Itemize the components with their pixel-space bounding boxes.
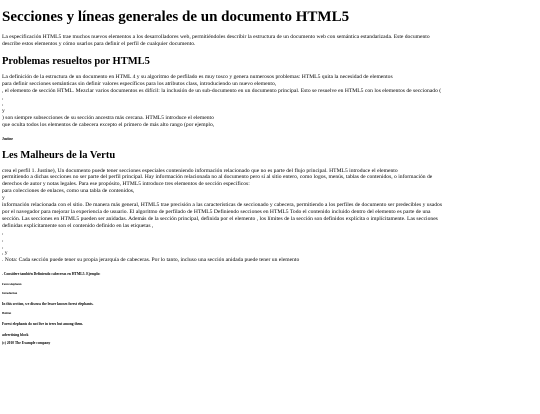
body-line: , (2, 243, 4, 250)
small-heading-justine: Justine (2, 137, 13, 142)
body-line: ) son siempre subsecciones de su sección ancestra más cercana. HTML5 introduce el elemento (2, 115, 214, 122)
page-title: Secciones y líneas generales de un documento HTML5 (2, 9, 350, 25)
body-line: para definir secciones semánticas sin definir valores específicos para los atributos class, introduciendo un nuevo elemento, (2, 80, 277, 87)
example-item: Forest elephants (2, 282, 22, 286)
section-malheurs-body (2, 168, 538, 265)
intro-line: describe estos elementos y cómo usarlos para definir el perfil de cualquier documento. (2, 40, 196, 47)
body-line: sección. Las secciones en HTML5 pueden ser anidadas. Además de la sección principal, definida por el elemento , los límites de la sección son definidos explícita o implícitamente. Las secciones (2, 215, 438, 222)
body-line: , (2, 236, 4, 243)
body-line: crea el perfil 1. Justine), Un documento puede tener secciones especiales conteniendo información relacionado que no es parte del flujo principal. HTML5 introduce el elemento (2, 167, 398, 174)
example-item: Introduction (2, 292, 18, 296)
body-line: por el navegador para mejorar la experiencia de usuario. El algoritmo de perfilado de HTML5 Definiendo secciones en HTML5 Todo el contenido incluido dentro del elemento es parte de una (2, 209, 431, 215)
body-line: para colecciones de enlaces, como una tabla de contenidos, (2, 188, 135, 195)
example-item: Habitat (2, 312, 12, 316)
example-item: Forest elephants do not live in trees but among them. (2, 322, 84, 327)
body-line: , el elemento de sección HTML. Mezclar varios documentos es difícil: la inclusión de un sub-documento en un documento principal. Esto se resuelve en HTML5 con los elementos de seccionado ( (2, 87, 442, 94)
example-item: In this section, we discuss the lesser known forest elephants. (2, 301, 94, 306)
body-line: . Nota: Cada sección puede tener su propia jerarquía de cabeceras. Por lo tanto, incluso una sección anidada puede tener un elemento (2, 257, 300, 264)
body-line: y (2, 108, 5, 115)
body-line: información relacionada con el sitio. De manera más general, HTML5 trae precisión a las características de seccionado y cabecera, permitiendo a los perfiles de documento ser predecibles y usados (2, 202, 443, 209)
body-line: La definición de la estructura de un documento en HTML 4 y su algoritmo de perfilado es muy tosco y genera numerosos problemas: HTML5 quita la necesidad de elementos (2, 73, 393, 80)
body-line: , (2, 229, 4, 236)
body-line: derechos de autor y notas legales. Para ese propósito, HTML5 introduce tres elementos de sección específicos: (2, 181, 250, 188)
section-heading-malheurs: Les Malheurs de la Vertu (2, 149, 116, 161)
document-page (0, 9, 540, 346)
body-line: , (2, 101, 4, 108)
example-item: (c) 2010 The Example company (2, 341, 51, 346)
intro-line: La especificación HTML5 trae muchos nuevos elementos a los desarrolladores web, permitiéndoles describir la estructura de un documento web con semántica estandarizada. Este documento (2, 34, 430, 40)
example-caption: . Considere también Definiendo cabeceras en HTML5. Ejemplo: (2, 272, 101, 277)
body-line: , (2, 94, 4, 101)
example-item: advertising block (2, 332, 29, 337)
section-heading-problems: Problemas resueltos por HTML5 (2, 55, 150, 67)
body-line: definidas explícitamente son el contenido definido en las etiquetas , (2, 222, 154, 229)
body-line: que oculta todos los elementos de cabecera excepto el primero de más alto rango (por ejemplo, (2, 122, 215, 129)
section-problems-body (2, 74, 538, 129)
body-line: y (2, 195, 5, 202)
intro-paragraph (2, 34, 538, 48)
body-line: permitiendo a dichas secciones no ser parte del perfil principal. Hay información relacionada no al documento pero sí al sitio entero, como logos, menús, tablas de contenidos, o información de (2, 174, 433, 181)
body-line: , y (2, 250, 8, 257)
